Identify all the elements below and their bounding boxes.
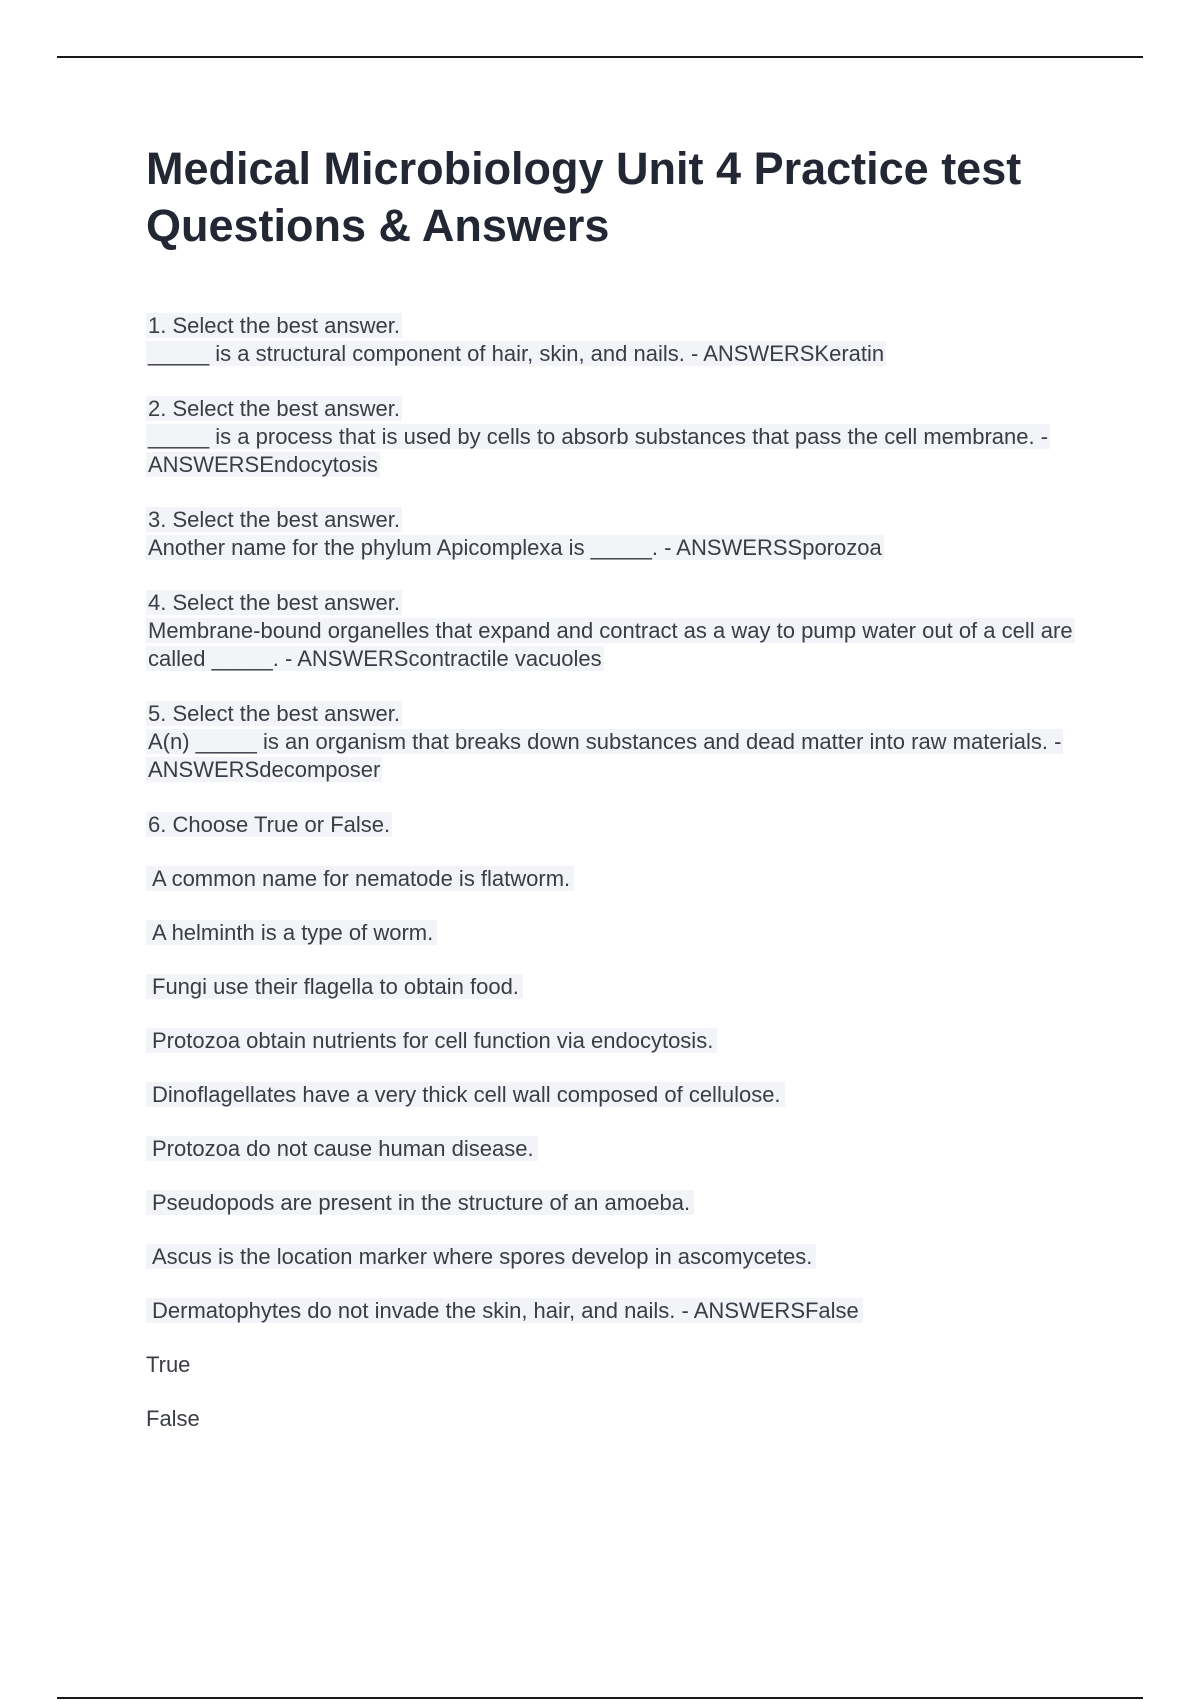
question-prompt: 3. Select the best answer. <box>148 507 400 532</box>
statement-text: Protozoa do not cause human disease. <box>146 1136 538 1161</box>
question-6-prompt <box>146 811 1106 839</box>
statement-text: A common name for nematode is flatworm. <box>146 866 574 891</box>
option-true: True <box>146 1352 191 1377</box>
question-2 <box>146 395 1106 479</box>
question-prompt: 1. Select the best answer. <box>148 313 400 338</box>
statement-item <box>146 1135 1106 1163</box>
question-4 <box>146 589 1106 673</box>
top-rule <box>57 56 1143 58</box>
question-prompt: 5. Select the best answer. <box>148 701 400 726</box>
question-3 <box>146 506 1106 562</box>
statement-item <box>146 1189 1106 1217</box>
document-body <box>146 140 1106 1459</box>
question-answer: A(n) _____ is an organism that breaks down substances and dead matter into raw materials. - ANSWERSdecomposer <box>148 729 1062 782</box>
statement-item <box>146 919 1106 947</box>
question-prompt: 2. Select the best answer. <box>148 396 400 421</box>
question-answer: _____ is a process that is used by cells to absorb substances that pass the cell membrane. - ANSWERSEndocytosis <box>148 424 1049 477</box>
question-1 <box>146 312 1106 368</box>
statement-text: Ascus is the location marker where spores develop in ascomycetes. <box>146 1244 816 1269</box>
question-answer: Membrane-bound organelles that expand and contract as a way to pump water out of a cell are called _____. - ANSWERScontractile vacuoles <box>148 618 1073 671</box>
question-5 <box>146 700 1106 784</box>
question-prompt: 6. Choose True or False. <box>148 812 391 837</box>
bottom-rule <box>57 1697 1143 1699</box>
statement-text: Fungi use their flagella to obtain food. <box>146 974 523 999</box>
statement-item <box>146 1081 1106 1109</box>
question-prompt: 4. Select the best answer. <box>148 590 400 615</box>
statement-text: Protozoa obtain nutrients for cell function via endocytosis. <box>146 1028 717 1053</box>
option-false: False <box>146 1406 200 1431</box>
statement-item <box>146 1297 1106 1325</box>
statement-item <box>146 865 1106 893</box>
statement-item <box>146 973 1106 1001</box>
question-answer: _____ is a structural component of hair, skin, and nails. - ANSWERSKeratin <box>148 341 885 366</box>
statement-item <box>146 1243 1106 1271</box>
statement-item <box>146 1027 1106 1055</box>
statement-text: Dinoflagellates have a very thick cell wall composed of cellulose. <box>146 1082 785 1107</box>
statement-text: A helminth is a type of worm. <box>146 920 437 945</box>
document-title: Medical Microbiology Unit 4 Practice test Questions & Answers <box>146 143 1022 251</box>
statement-text: Pseudopods are present in the structure of an amoeba. <box>146 1190 694 1215</box>
question-answer: Another name for the phylum Apicomplexa is _____. - ANSWERSSporozoa <box>148 535 882 560</box>
statement-text: Dermatophytes do not invade the skin, hair, and nails. - ANSWERSFalse <box>146 1298 863 1323</box>
